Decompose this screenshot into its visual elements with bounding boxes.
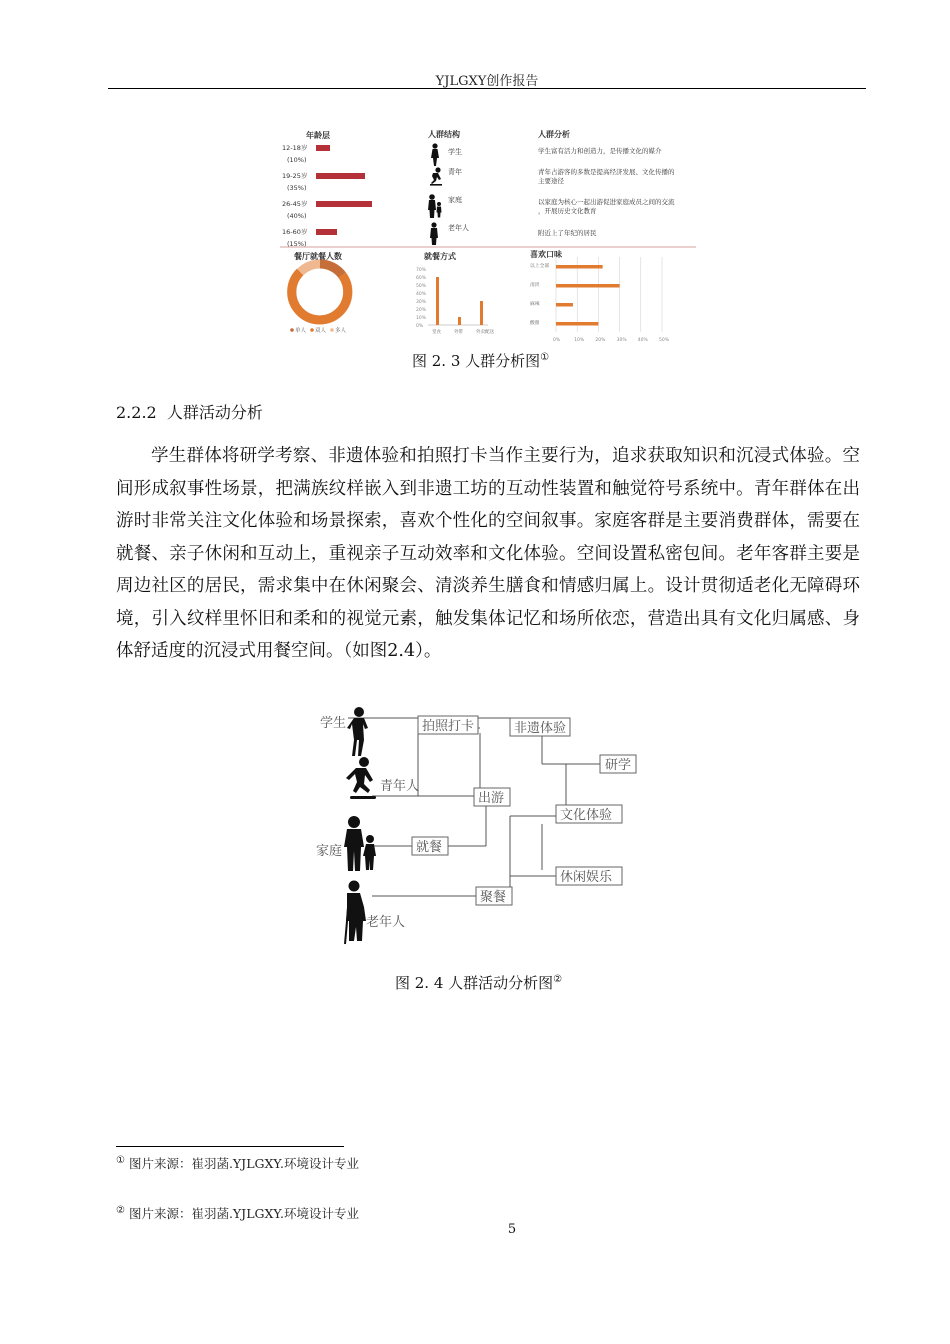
taste-xtick: 20% [595, 338, 606, 342]
bar-ytick: 70% [416, 268, 427, 273]
legend-label: 单人 [295, 328, 307, 334]
bar-ytick: 30% [416, 300, 427, 305]
age-range-label: 19-25岁 [282, 172, 308, 180]
taste-category: 麻辣 [530, 302, 540, 307]
analysis-text [538, 197, 675, 215]
taste-bar [556, 303, 573, 307]
section-heading: 2.2.2 人群活动分析 [116, 403, 263, 422]
bar-ytick: 50% [416, 284, 427, 289]
family-icon [428, 194, 442, 218]
taste-bar [556, 265, 603, 269]
age-bar [316, 201, 372, 207]
analysis-title: 人群分析 [538, 130, 570, 139]
crowd-analysis-figure [278, 124, 698, 342]
taste-xtick: 50% [659, 338, 670, 342]
svg-text:休闲娱乐: 休闲娱乐 [560, 870, 613, 885]
legend-dot [330, 328, 334, 332]
age-pct-label: (35%) [287, 184, 307, 192]
page-number: 5 [507, 1222, 517, 1237]
node-travel [474, 788, 510, 806]
legend-dot [290, 328, 294, 332]
dining-mode-chart [416, 267, 494, 335]
taste-category: 清淡 [530, 283, 540, 288]
taste-xtick: 30% [616, 338, 627, 342]
taste-category: 酸甜 [530, 321, 540, 326]
taste-bar [556, 284, 620, 288]
node-culture [556, 805, 622, 823]
legend-label: 多人 [335, 328, 347, 334]
analysis-texts [538, 146, 675, 237]
donut-legend [290, 326, 346, 334]
analysis-line: 主要途径 [538, 177, 564, 185]
bar-ytick: 0% [416, 324, 424, 329]
youth-silhouette-icon [346, 757, 376, 799]
age-rows [282, 143, 372, 248]
node-leisure [556, 867, 622, 885]
header-rule [108, 88, 866, 89]
dining-bar [458, 317, 461, 325]
age-bar [316, 229, 337, 235]
taste-xtick: 40% [637, 338, 648, 342]
node-study [600, 755, 636, 773]
structure-label: 青年 [448, 168, 462, 176]
analysis-line: 学生富有活力和创造力，是传播文化的媒介 [538, 147, 662, 155]
svg-text:非遗体验: 非遗体验 [514, 721, 567, 736]
bar-category: 堂食 [432, 330, 441, 335]
age-title: 年龄层 [306, 131, 330, 140]
taste-category: 以上全部 [530, 264, 550, 269]
node-gathering [476, 887, 512, 905]
age-pct-label: (10%) [287, 156, 307, 164]
analysis-line: 附近上了年纪的居民 [538, 229, 597, 237]
family-silhouette-icon [344, 816, 376, 871]
analysis-line: ，开展历史文化教育 [538, 207, 597, 215]
taste-xtick: 10% [574, 338, 585, 342]
people-label-elderly: 老年人 [366, 915, 406, 930]
taste-bar [556, 322, 598, 326]
activity-analysis-figure [312, 700, 642, 950]
analysis-text [538, 146, 662, 155]
people-label-student: 学生 [320, 716, 347, 731]
running-header: YJLGXY创作报告 [435, 74, 539, 89]
age-range-label: 26-45岁 [282, 200, 308, 208]
structure-labels [448, 147, 469, 232]
age-bar [316, 173, 365, 179]
elderly-silhouette-icon [345, 881, 366, 945]
elderly-icon [430, 222, 438, 245]
structure-label: 老年人 [448, 224, 469, 232]
age-range-label: 16-60岁 [282, 228, 308, 236]
people-label-family: 家庭 [316, 844, 343, 859]
student-silhouette-icon [347, 707, 368, 756]
figure1-caption: 图 2. 3 人群分析图① [412, 352, 550, 370]
youth-skater-icon [430, 167, 442, 185]
legend-label: 双人 [315, 328, 327, 334]
donut-segment-dark [320, 264, 342, 275]
age-bar [316, 145, 330, 151]
svg-text:文化体验: 文化体验 [560, 808, 613, 823]
node-heritage [510, 718, 570, 736]
svg-text:研学: 研学 [605, 758, 632, 773]
taste-chart [530, 257, 670, 342]
age-range-label: 12-18岁 [282, 144, 308, 152]
structure-label: 学生 [448, 148, 462, 156]
footnote-1: ① 图片来源：崔羽菡.YJLGXY.环境设计专业 [116, 1154, 359, 1171]
analysis-line: 青年占游客的多数是提高经济发展、文化传播的 [538, 168, 675, 176]
analysis-text [538, 228, 597, 237]
donut-title: 餐厅就餐人数 [294, 252, 342, 261]
svg-text:拍照打卡: 拍照打卡 [422, 719, 475, 734]
legend-dot [310, 328, 314, 332]
dining-bar [436, 277, 439, 325]
student-icon [431, 143, 439, 166]
age-pct-label: (15%) [287, 240, 307, 248]
taste-xtick: 0% [553, 338, 561, 342]
bar-ytick: 40% [416, 292, 427, 297]
analysis-line: 以家庭为核心一起出游促进家庭成员之间的交流 [538, 198, 675, 206]
taste-title: 喜欢口味 [530, 250, 562, 259]
footnote-rule [116, 1146, 344, 1147]
svg-text:就餐: 就餐 [416, 840, 443, 855]
bar-title: 就餐方式 [424, 252, 456, 261]
people-label-youth: 青年人 [380, 779, 420, 794]
svg-text:聚餐: 聚餐 [480, 890, 507, 905]
bar-ytick: 20% [416, 308, 427, 313]
footnote-2: ② 图片来源：崔羽菡.YJLGXY.环境设计专业 [116, 1204, 359, 1221]
age-pct-label: (40%) [287, 212, 307, 220]
figure2-caption: 图 2. 4 人群活动分析图② [395, 974, 563, 992]
structure-label: 家庭 [448, 196, 462, 204]
bar-category: 外带 [454, 330, 463, 335]
svg-text:出游: 出游 [478, 791, 505, 806]
bar-ytick: 10% [416, 316, 427, 321]
analysis-text [538, 167, 675, 185]
structure-title: 人群结构 [428, 130, 460, 139]
bar-ytick: 60% [416, 276, 427, 281]
bar-category: 外卖配送 [476, 330, 494, 335]
body-paragraph: 学生群体将研学考察、非遗体验和拍照打卡当作主要行为，追求获取知识和沉浸式体验。空间形成叙事性场景，把满族纹样嵌入到非遗工坊的互动性装置和触觉符号系统中。青年群体在出游时非常关注文化体验和场景探索，喜欢个性化的空间叙事。家庭客群是主要消费群体，需要在就餐、亲子休闲和互动上，重视亲子互动效率和文化体验。空间设置私密包间。老年客群主要是周边社区的居民，需求集中在休闲聚会、清淡养生膳食和情感归属上。设计贯彻适老化无障碍环境，引入纹样里怀旧和柔和的视觉元素，触发集体记忆和场所依恋，营造出具有文化归属感、身体舒适度的沉浸式用餐空间。（如图2.4）。 [116, 446, 860, 661]
node-photo [418, 716, 478, 734]
dining-bar [480, 301, 483, 325]
node-dining [412, 837, 448, 855]
